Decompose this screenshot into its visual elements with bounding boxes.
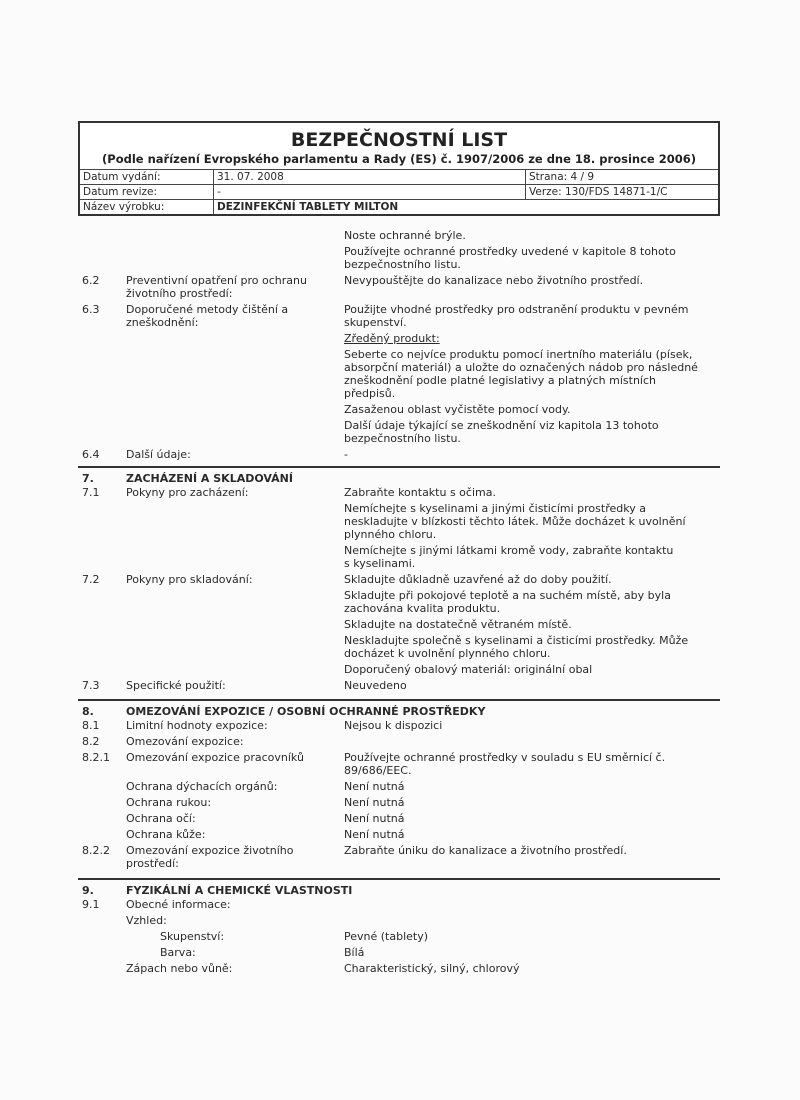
item-value: Charakteristický, silný, chlorový [344, 962, 520, 975]
item-values [344, 898, 720, 911]
version: Verze: 130/FDS 14871-1/C [526, 185, 719, 200]
item-number [78, 229, 126, 271]
item-value: Seberte co nejvíce produktu pomocí inertního materiálu (písek, absorpční materiál) a uložte do označených nádob pro následné zneškodnění podle platné legislativy a platných místních předpisů. [344, 348, 698, 400]
item-label: Vzhled: [126, 914, 167, 927]
item-value: Noste ochranné brýle. [344, 229, 466, 242]
item-value: Nemíchejte s jinými látkami kromě vody, zabraňte kontaktu s kyselinami. [344, 544, 674, 570]
section-heading [78, 705, 720, 718]
item-value: Doporučený obalový materiál: originální obal [344, 663, 593, 676]
item-label: Ochrana očí: [126, 812, 196, 825]
item-number [78, 780, 126, 793]
item-value: Nemíchejte s kyselinami a jinými čisticími prostředky a neskladujte v blízkosti těchto látek. Může docházet k uvolnění plynného chloru. [344, 502, 686, 541]
item-label: Zápach nebo vůně: [126, 962, 233, 975]
item-label: Pokyny pro zacházení: [126, 486, 249, 499]
item-label [126, 229, 344, 271]
item-values [344, 914, 720, 927]
page-number: Strana: 4 / 9 [526, 170, 719, 185]
item-number: 8.1 [82, 719, 100, 732]
item-value: Není nutná [344, 828, 405, 841]
section-number: 7. [82, 472, 94, 485]
item-number: 6.2 [82, 274, 100, 287]
regulation-subtitle: (Podle nařízení Evropského parlamentu a Rady (ES) č. 1907/2006 ze dne 18. prosince 2006) [102, 152, 696, 166]
item-label: Ochrana rukou: [126, 796, 212, 809]
item-label: Limitní hodnoty expozice: [126, 719, 268, 732]
item-values [344, 573, 720, 676]
document-header [78, 121, 720, 216]
item-number: 8.2.1 [82, 751, 110, 764]
item-number: 7.3 [82, 679, 100, 692]
table-row [78, 946, 720, 959]
item-value: Není nutná [344, 796, 405, 809]
section-number: 8. [82, 705, 94, 718]
table-row [78, 812, 720, 825]
item-number: 7.2 [82, 573, 100, 586]
item-values [344, 735, 720, 748]
table-row [78, 796, 720, 809]
table-row [78, 844, 720, 870]
item-label: Další údaje: [126, 448, 191, 461]
item-number [78, 914, 126, 927]
section [78, 466, 720, 695]
table-row [78, 930, 720, 943]
item-values [344, 679, 720, 692]
item-value: Zabraňte úniku do kanalizace a životního prostředí. [344, 844, 627, 857]
table-row [78, 719, 720, 732]
item-value: Zabraňte kontaktu s očima. [344, 486, 496, 499]
item-number [78, 812, 126, 825]
item-value: Skladujte při pokojové teplotě a na suchém místě, aby byla zachována kvalita produktu. [344, 589, 671, 615]
item-number [78, 962, 126, 975]
issue-date-value: 31. 07. 2008 [214, 170, 526, 185]
item-value: Zředěný produkt: [344, 332, 440, 345]
item-number: 8.2.2 [82, 844, 110, 857]
item-value: Používejte ochranné prostředky v souladu s EU směrnicí č. 89/686/EEC. [344, 751, 666, 777]
table-row [78, 751, 720, 777]
section-divider [78, 878, 720, 880]
item-label: Omezování expozice: [126, 735, 244, 748]
section-title: OMEZOVÁNÍ EXPOZICE / OSOBNÍ OCHRANNÉ PROSTŘEDKY [126, 705, 486, 718]
item-values [344, 274, 720, 300]
table-row [78, 780, 720, 793]
item-value: - [344, 448, 348, 461]
item-number [78, 796, 126, 809]
item-values [344, 229, 720, 271]
section-heading [78, 472, 720, 485]
item-values [344, 780, 720, 793]
item-values [344, 828, 720, 841]
item-label: Specifické použití: [126, 679, 226, 692]
item-label: Omezování expozice pracovníků [126, 751, 304, 764]
item-value: Skladujte důkladně uzavřené až do doby použití. [344, 573, 612, 586]
item-number [78, 946, 126, 959]
item-values [344, 448, 720, 461]
item-label: Preventivní opatření pro ochranu životního prostředí: [126, 274, 307, 300]
product-name-value: DEZINFEKČNÍ TABLETY MILTON [214, 200, 719, 215]
item-values [344, 812, 720, 825]
section [78, 878, 720, 978]
item-number [78, 828, 126, 841]
item-number: 8.2 [82, 735, 100, 748]
product-name-label: Název výrobku: [80, 200, 214, 215]
item-value: Nevypouštějte do kanalizace nebo životního prostředí. [344, 274, 644, 287]
table-row [78, 735, 720, 748]
item-value: Další údaje týkající se zneškodnění viz kapitola 13 tohoto bezpečnostního listu. [344, 419, 659, 445]
item-number [78, 930, 126, 943]
revision-date-label: Datum revize: [80, 185, 214, 200]
section-heading [78, 884, 720, 897]
section [78, 229, 720, 464]
issue-date-label: Datum vydání: [80, 170, 214, 185]
table-row [78, 962, 720, 975]
item-number: 6.4 [82, 448, 100, 461]
table-row [78, 898, 720, 911]
section-number: 9. [82, 884, 94, 897]
item-values [344, 303, 720, 445]
table-row [78, 486, 720, 570]
item-number: 6.3 [82, 303, 100, 316]
item-values [344, 486, 720, 570]
item-value: Používejte ochranné prostředky uvedené v kapitole 8 tohoto bezpečnostního listu. [344, 245, 676, 271]
item-value: Neskladujte společně s kyselinami a čisticími prostředky. Může docházet k uvolnění plynného chloru. [344, 634, 689, 660]
item-values [344, 946, 720, 959]
item-number: 9.1 [82, 898, 100, 911]
item-label: Skupenství: [160, 930, 225, 943]
item-number: 7.1 [82, 486, 100, 499]
item-value: Skladujte na dostatečně větraném místě. [344, 618, 572, 631]
item-label: Obecné informace: [126, 898, 231, 911]
item-label: Barva: [160, 946, 196, 959]
item-values [344, 844, 720, 870]
table-row [78, 679, 720, 692]
item-label: Ochrana dýchacích orgánů: [126, 780, 278, 793]
item-values [344, 962, 720, 975]
section-divider [78, 466, 720, 468]
item-label: Ochrana kůže: [126, 828, 206, 841]
table-row [78, 229, 720, 271]
table-row [78, 274, 720, 300]
item-label: Omezování expozice životního prostředí: [126, 844, 294, 870]
item-values [344, 751, 720, 777]
section [78, 699, 720, 873]
document-title: BEZPEČNOSTNÍ LIST [290, 129, 508, 151]
table-row [78, 914, 720, 927]
table-row [78, 828, 720, 841]
item-value: Nejsou k dispozici [344, 719, 443, 732]
item-value: Pevné (tablety) [344, 930, 429, 943]
item-value: Zasaženou oblast vyčistěte pomocí vody. [344, 403, 571, 416]
section-title: FYZIKÁLNÍ A CHEMICKÉ VLASTNOSTI [126, 884, 353, 897]
revision-date-value: - [214, 185, 526, 200]
table-row [78, 573, 720, 676]
item-value: Neuvedeno [344, 679, 407, 692]
item-value: Není nutná [344, 812, 405, 825]
table-row [78, 448, 720, 461]
item-label: Doporučené metody čištění a zneškodnění: [126, 303, 289, 329]
section-divider [78, 699, 720, 701]
item-values [344, 930, 720, 943]
item-label: Pokyny pro skladování: [126, 573, 253, 586]
section-title: ZACHÁZENÍ A SKLADOVÁNÍ [126, 472, 293, 485]
document-info-table [80, 169, 718, 214]
item-value: Použijte vhodné prostředky pro odstranění produktu v pevném skupenství. [344, 303, 689, 329]
item-values [344, 719, 720, 732]
item-value: Není nutná [344, 780, 405, 793]
table-row [78, 303, 720, 445]
item-values [344, 796, 720, 809]
item-value: Bílá [344, 946, 365, 959]
